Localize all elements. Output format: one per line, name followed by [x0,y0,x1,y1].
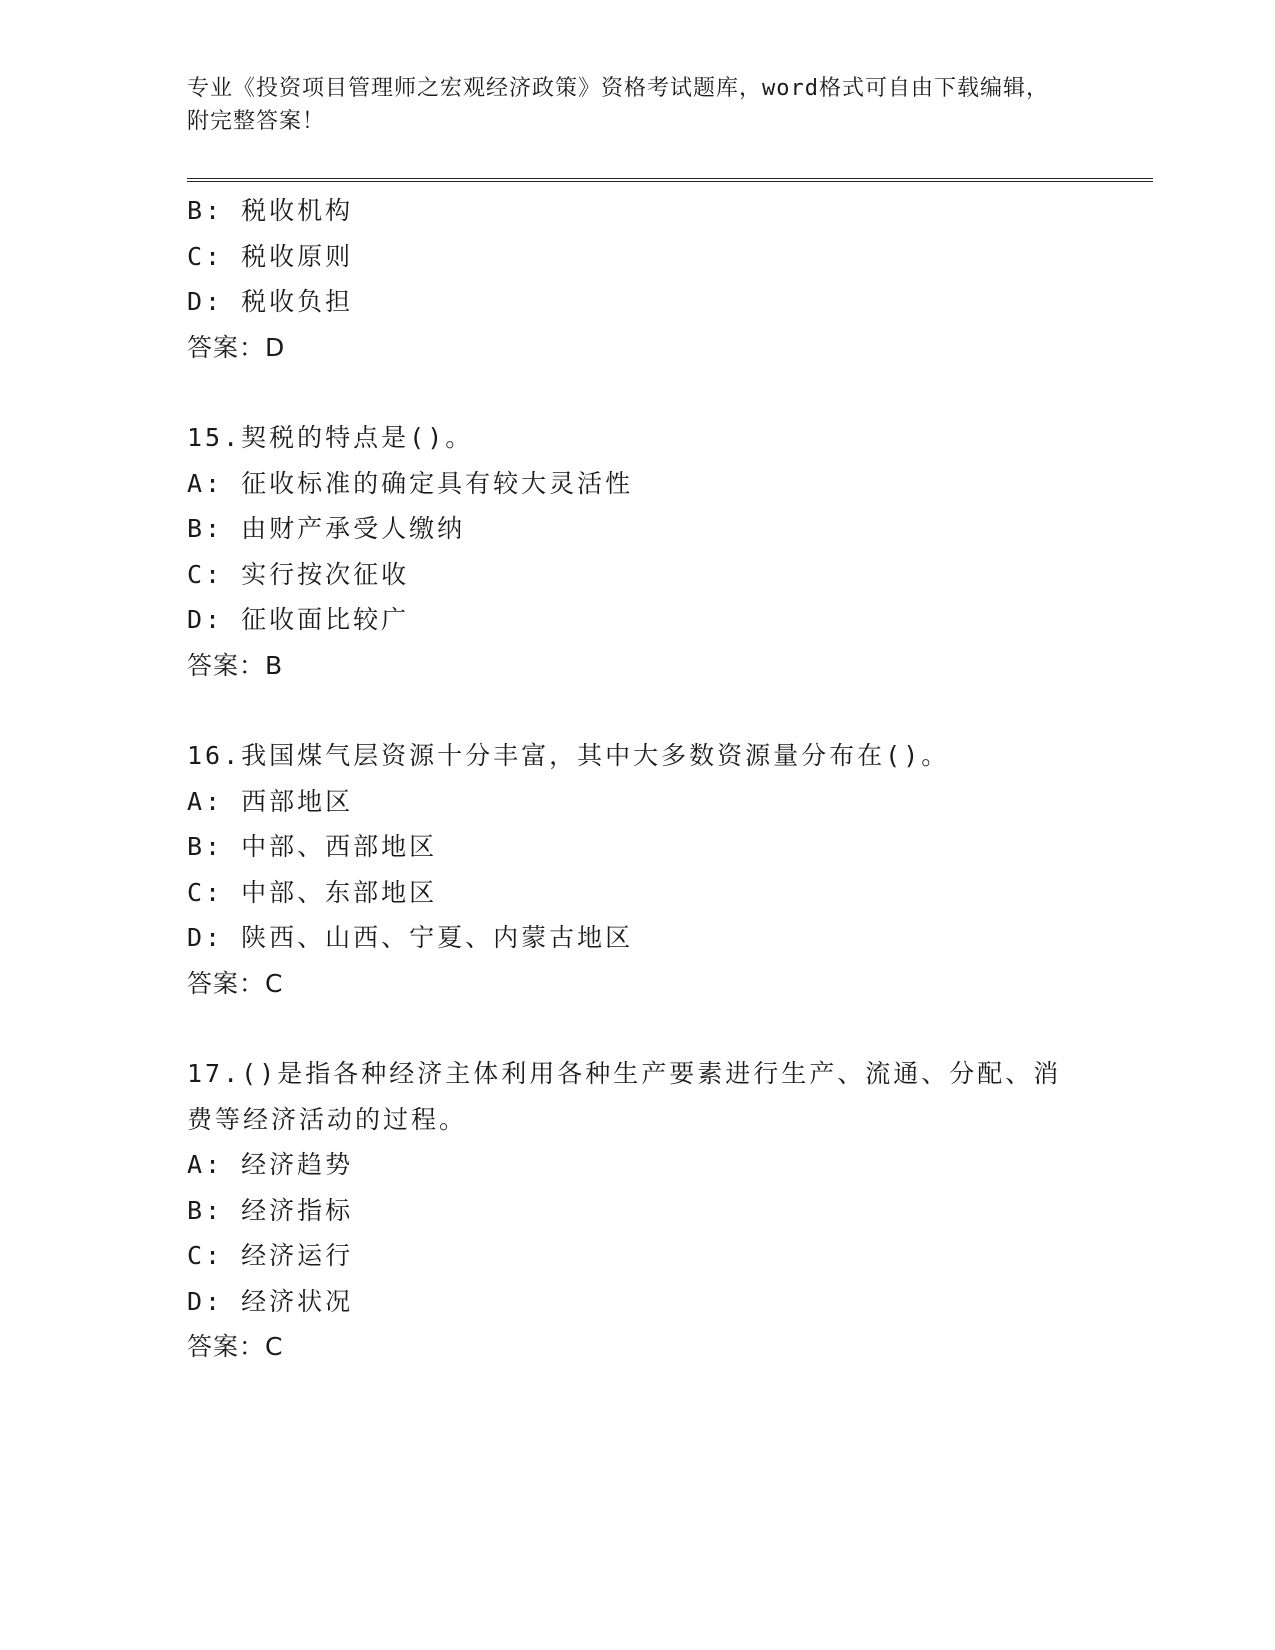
question-stem: 16.我国煤气层资源十分丰富，其中大多数资源量分布在()。 [187,741,950,770]
option-b: B: 中部、西部地区 [187,832,438,861]
header-divider [187,178,1153,182]
option-c: C: 税收原则 [187,241,354,271]
question-14-tail [187,188,1087,370]
question-15 [187,415,1087,688]
question-list [187,188,1087,1415]
question-stem: 15.契税的特点是()。 [187,423,474,452]
option-b: B: 由财产承受人缴纳 [187,514,466,543]
option-b: B: 税收机构 [187,196,354,225]
option-d: D: 经济状况 [187,1286,354,1316]
option-a: A: 西部地区 [187,786,354,816]
option-d: D: 陕西、山西、宁夏、内蒙古地区 [187,923,634,952]
option-c: C: 实行按次征收 [187,559,410,589]
option-c: C: 中部、东部地区 [187,877,438,907]
answer-line: 答案：D [187,332,286,362]
option-d: D: 税收负担 [187,287,354,316]
answer-line: 答案：C [187,1332,284,1361]
option-a: A: 经济趋势 [187,1150,354,1179]
option-c: C: 经济运行 [187,1241,354,1270]
option-a: A: 征收标准的确定具有较大灵活性 [187,468,634,498]
question-stem: 17.()是指各种经济主体利用各种生产要素进行生产、流通、分配、消费等经济活动的过程。 [187,1059,1062,1134]
option-b: B: 经济指标 [187,1195,354,1225]
answer-line: 答案：B [187,650,284,680]
question-17 [187,1051,1087,1370]
option-d: D: 征收面比较广 [187,605,410,634]
question-16 [187,733,1087,1006]
answer-line: 答案：C [187,968,284,998]
document-header: 专业《投资项目管理师之宏观经济政策》资格考试题库，word格式可自由下载编辑，附完整答案！ [187,76,1049,134]
